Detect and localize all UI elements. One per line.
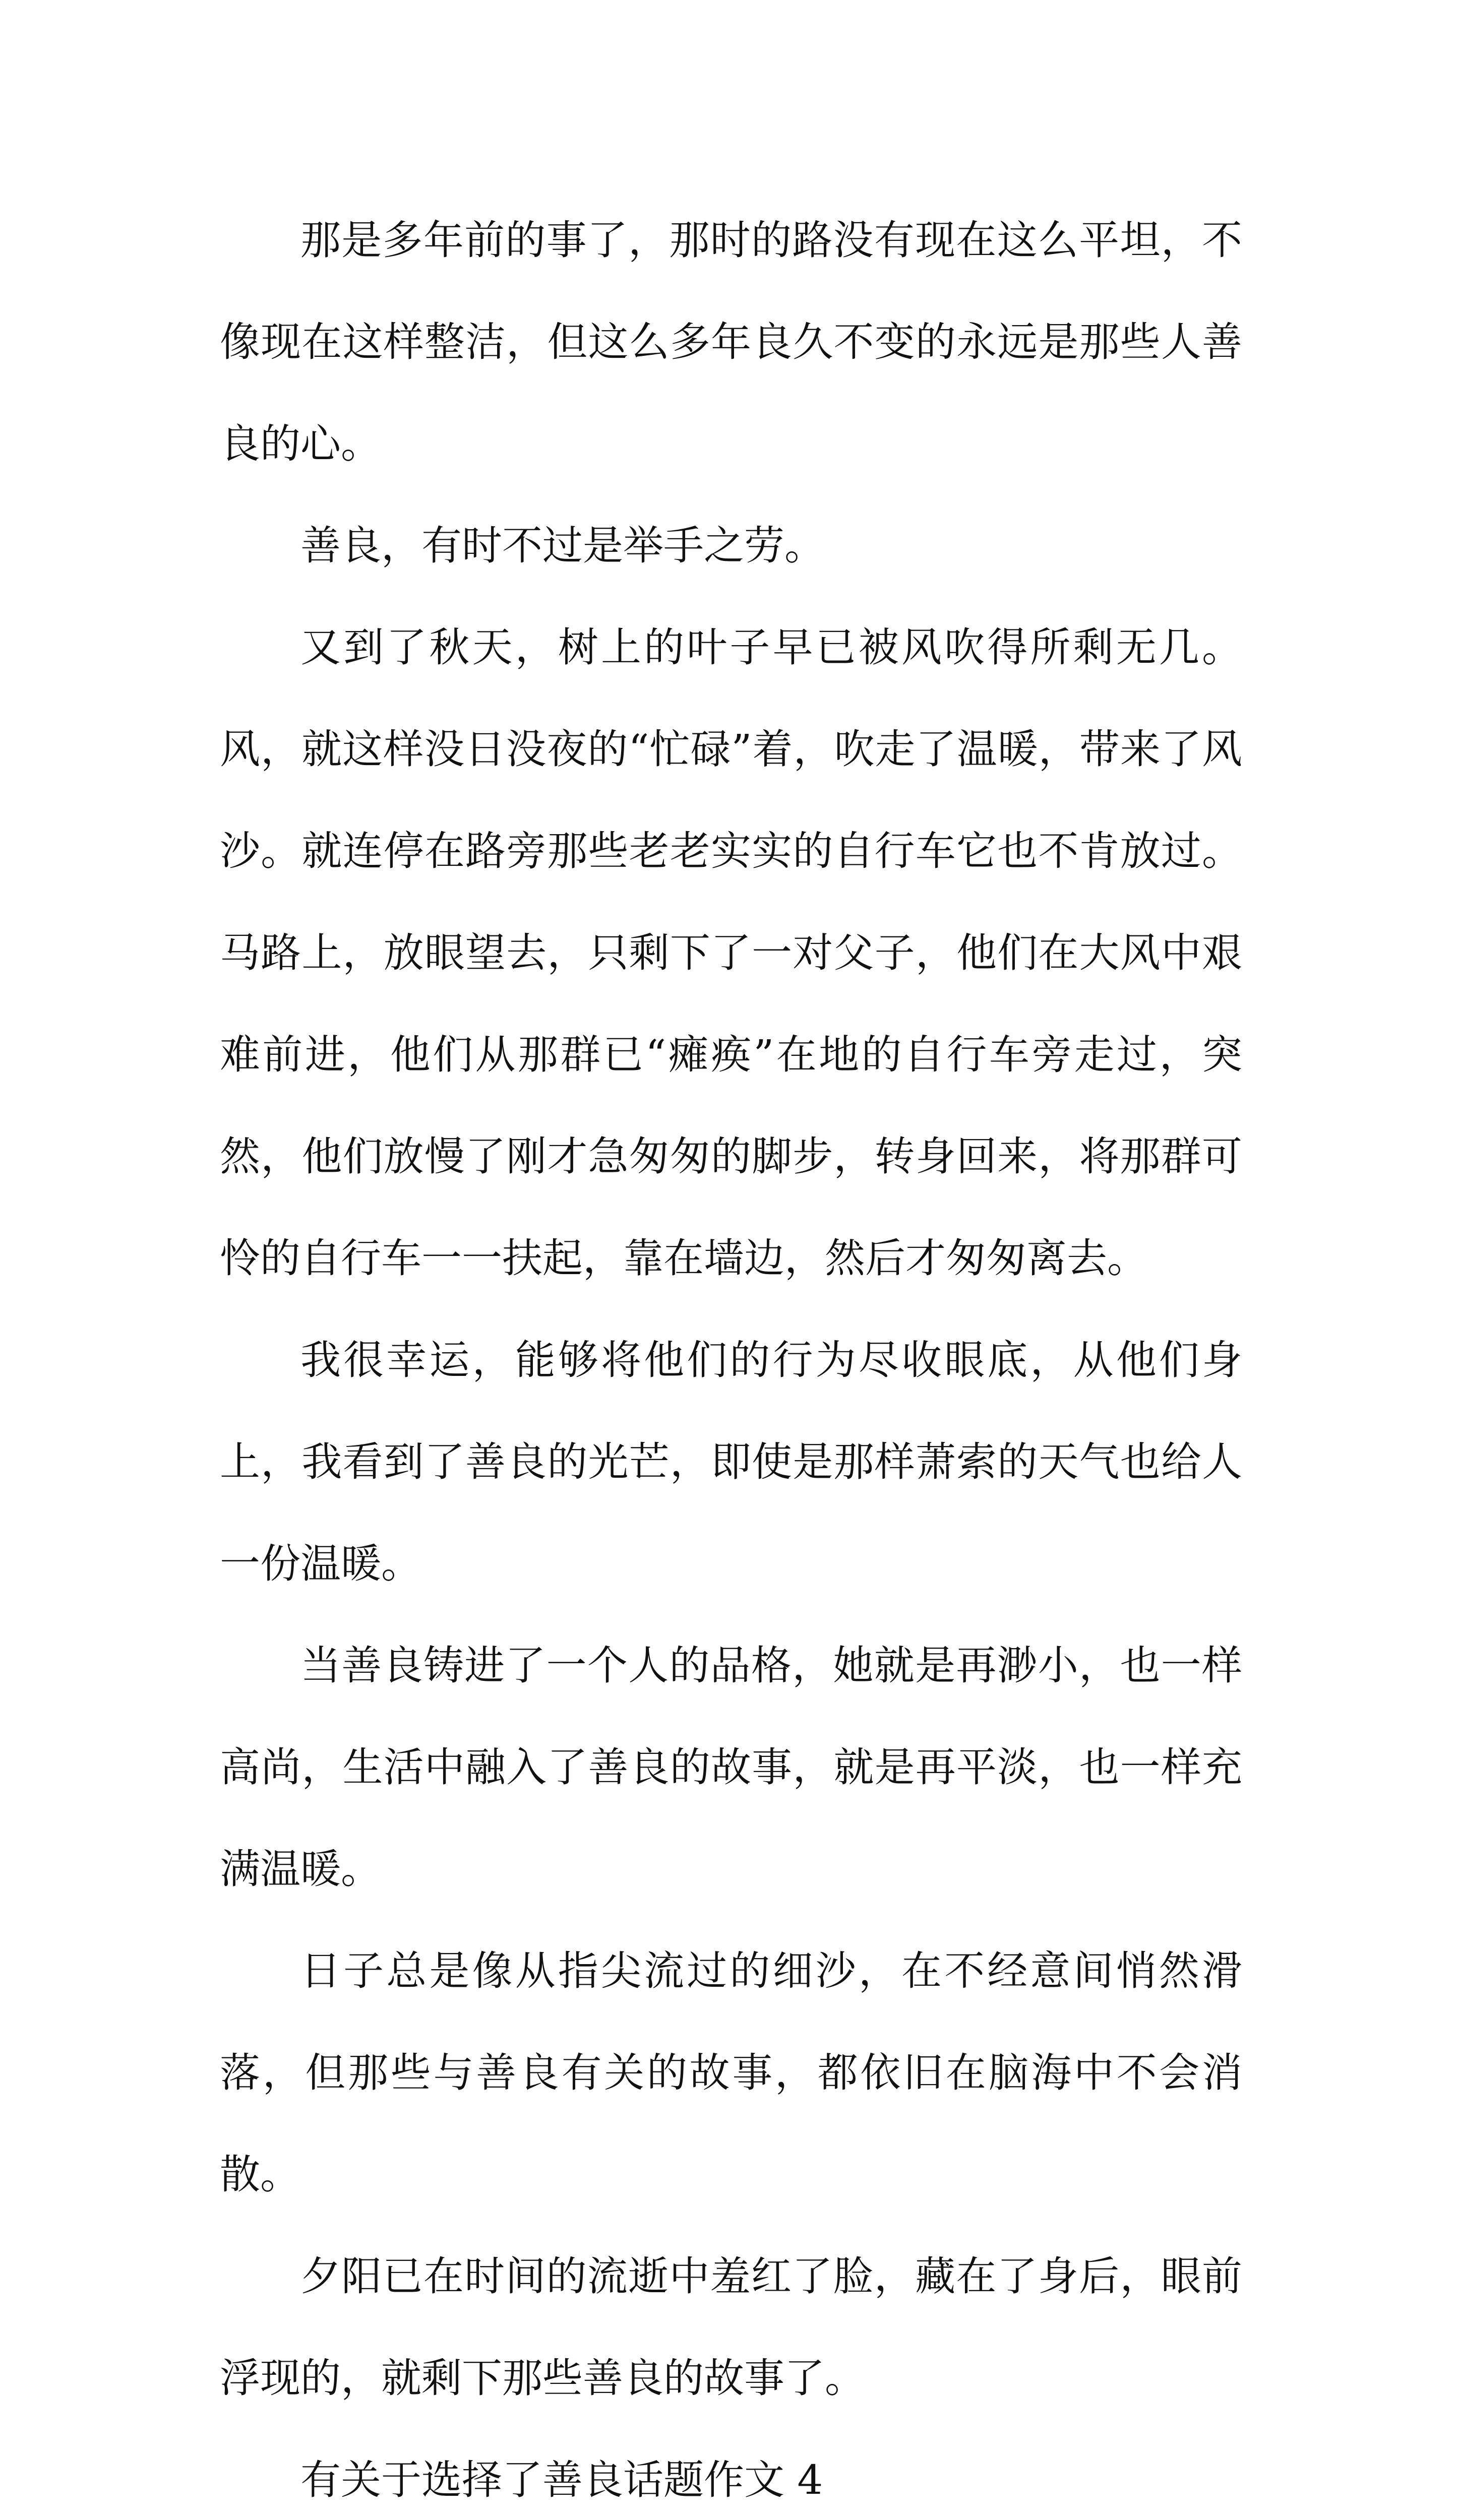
paragraph-5: 当善良铸进了一个人的品格，她就是再渺小，也一样高尚，生活中融入了善良的故事，就是再平淡，也一样充满温暖。: [220, 1642, 1242, 1893]
paragraph-6: 日子总是像从指尖流过的细沙，在不经意间悄然滑落，但那些与善良有关的故事，都依旧在脑海中不会消散。: [220, 1947, 1242, 2198]
section-heading: 有关于选择了善良话题作文 4: [300, 2456, 823, 2503]
paragraph-2: 善良，有时不过是举手之劳。: [300, 522, 825, 569]
paragraph-3: 又到了秋天，树上的叶子早已被风吹得所剩无几。风，就这样没日没夜的“忙碌”着，吹走了温暖，带来了风沙。就连停在路旁那些老老实实的自行车它也不肯放过。马路上，放眼望去，只剩下了一对父子，他们在大风中艰难前进，他们从那群已“瘫痪”在地的自行车旁走过，突然，他们放慢了刚才急匆匆的脚步，转身回来，将那群可怜的自行车一一扶起，靠在墙边，然后才匆匆离去。: [220, 624, 1242, 1282]
paragraph-4: 我很幸运，能够将他们的行为尽收眼底，从他们身上，我看到了善良的光芒，即使是那样萧索的天气也给人一份温暖。: [220, 1337, 1242, 1587]
paragraph-7: 夕阳已在时间的流逝中羞红了脸，藏在了身后，眼前浮现的，就剩下那些善良的故事了。: [220, 2253, 1242, 2402]
paragraph-1: 那是多年前的事了，那时的路没有现在这么平坦，不像现在这样整洁，但这么多年良久不变的永远是那些人善良的心。: [220, 217, 1242, 467]
